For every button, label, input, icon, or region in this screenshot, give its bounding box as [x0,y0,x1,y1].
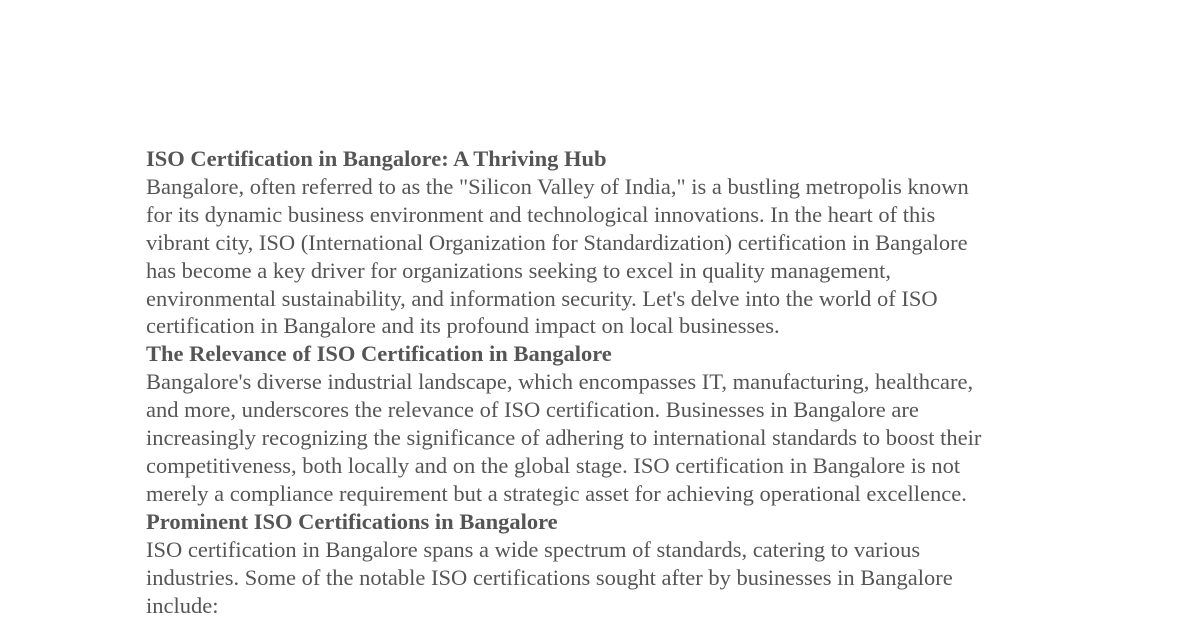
section-heading: Prominent ISO Certifications in Bangalore [146,508,558,534]
body-line: ISO certification in Bangalore spans a wide spectrum of standards, catering to various [146,536,921,562]
section-heading: The Relevance of ISO Certification in Bangalore [146,341,612,367]
body-line: competitiveness, both locally and on the global stage. ISO certification in Bangalore is not [146,452,961,478]
body-line: industries. Some of the notable ISO certifications sought after by businesses in Bangalore [146,564,953,590]
body-line: merely a compliance requirement but a strategic asset for achieving operational excellence. [146,480,967,506]
body-line: increasingly recognizing the significance of adhering to international standards to boost their [146,425,982,451]
body-line: include: [146,592,219,618]
body-line: for its dynamic business environment and technological innovations. In the heart of this [146,201,936,227]
body-line: environmental sustainability, and information security. Let's delve into the world of ISO [146,285,938,311]
body-line: vibrant city, ISO (International Organization for Standardization) certification in Bangalore [146,229,968,255]
body-line: Bangalore's diverse industrial landscape, which encompasses IT, manufacturing, healthcare, [146,369,974,395]
body-line: certification in Bangalore and its profound impact on local businesses. [146,313,780,339]
section-heading: ISO Certification in Bangalore: A Thriving Hub [146,146,607,171]
body-line: Bangalore, often referred to as the "Silicon Valley of India," is a bustling metropolis known [146,173,969,199]
body-line: has become a key driver for organizations seeking to excel in quality management, [146,257,891,283]
document-body [146,145,1146,619]
body-line: and more, underscores the relevance of ISO certification. Businesses in Bangalore are [146,397,919,423]
